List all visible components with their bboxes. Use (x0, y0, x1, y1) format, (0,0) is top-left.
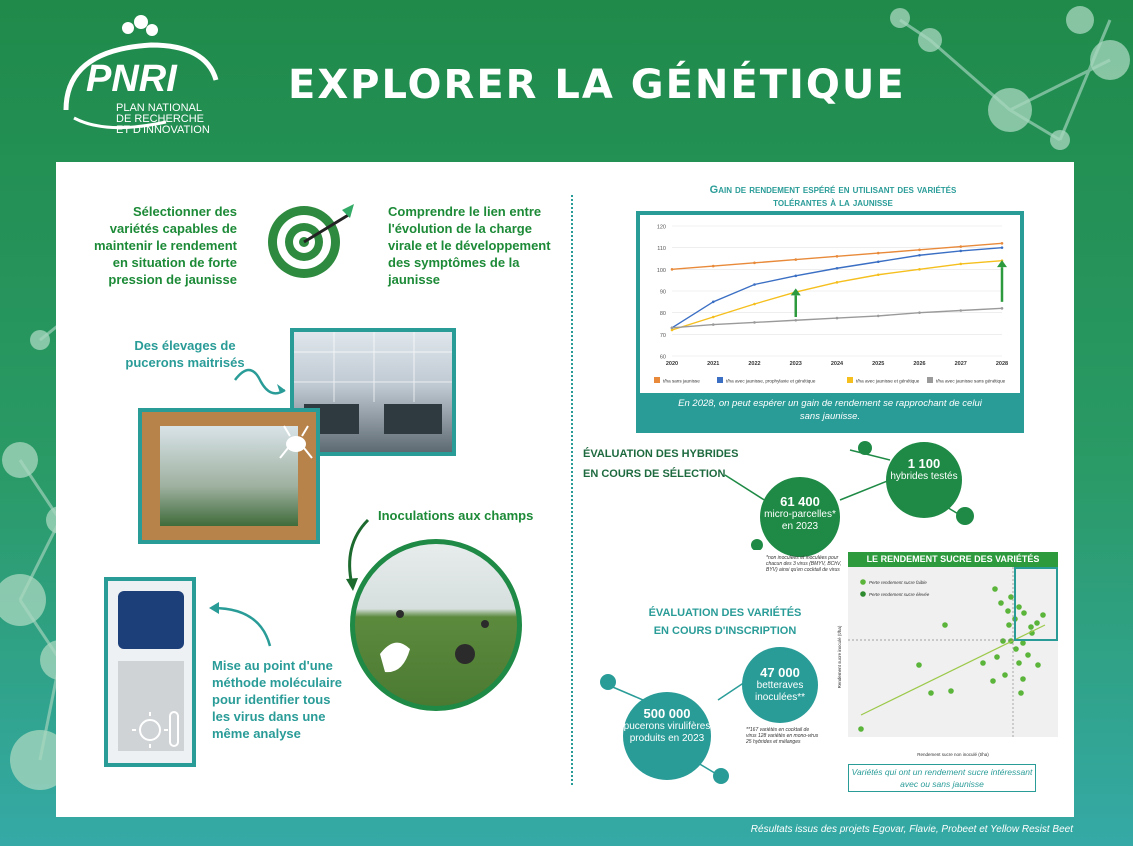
legend-swatch (927, 377, 933, 383)
arrow-curve-icon (205, 598, 275, 648)
data-point (990, 678, 996, 684)
legend-swatch (847, 377, 853, 383)
data-point (992, 586, 998, 592)
data-point (1001, 307, 1004, 310)
data-point (1025, 652, 1031, 658)
data-point (1000, 638, 1006, 644)
data-point (942, 622, 948, 628)
x-tick-label: 2028 (995, 361, 1009, 367)
legend-swatch (654, 377, 660, 383)
logo-subtitle: PLAN NATIONAL DE RECHERCHE ET D'INNOVATION (116, 102, 210, 136)
data-point (1021, 610, 1027, 616)
data-point (959, 263, 962, 266)
data-point (877, 315, 880, 318)
aphid-icon (276, 422, 316, 462)
data-point (1001, 246, 1004, 249)
data-point (671, 327, 674, 330)
data-point (948, 688, 954, 694)
data-point (916, 662, 922, 668)
molecular-method-text: Mise au point d'une méthode moléculaire pour identifier tous les virus dans une même analyse (212, 658, 343, 741)
data-point (980, 660, 986, 666)
data-point (1006, 622, 1012, 628)
data-point (753, 303, 756, 306)
legend-label: t/ha sans jaunisse (663, 378, 700, 384)
data-point (918, 249, 921, 252)
data-point (1028, 624, 1034, 630)
data-point (928, 690, 934, 696)
y-axis-label: Rendement sucre inoculé (t/ha) (837, 625, 842, 689)
data-point (1034, 620, 1040, 626)
data-point (836, 317, 839, 320)
y-tick-label: 110 (657, 246, 666, 253)
series-line (672, 248, 1002, 328)
beets-inoculated-stat: 47 000 betteraves inoculées** (742, 647, 818, 723)
x-tick-label: 2023 (789, 361, 802, 367)
data-point (918, 268, 921, 271)
data-point (794, 258, 797, 261)
x-tick-label: 2027 (954, 361, 967, 367)
data-point (836, 281, 839, 284)
y-tick-label: 90 (659, 289, 666, 296)
hybrids-title: ÉVALUATION DES HYBRIDES EN COURS DE SÉLECTION (583, 448, 739, 480)
data-point (1016, 604, 1022, 610)
page-title: EXPLORER LA GÉNÉTIQUE (288, 62, 906, 108)
target-icon (262, 200, 358, 284)
data-point (877, 252, 880, 255)
legend-label: Perte rendement sucre faible (869, 580, 927, 585)
x-tick-label: 2026 (913, 361, 926, 367)
data-point (1020, 676, 1026, 682)
data-point (712, 316, 715, 319)
data-point (1002, 672, 1008, 678)
aphids-produced-stat: 500 000 pucerons virulifères produits en 2023 (623, 692, 711, 780)
field-inoculation-label: Inoculations aux champs (378, 508, 534, 523)
logo-brand: PNRI (86, 58, 177, 100)
data-point (959, 250, 962, 253)
data-point (836, 267, 839, 270)
chart-caption: En 2028, on peut espérer un gain de rendement se rapprochant de celui sans jaunisse. (636, 393, 1024, 433)
x-tick-label: 2025 (872, 361, 885, 367)
aphids-label: Des élevages de pucerons maitrisés (125, 338, 245, 370)
data-point (994, 654, 1000, 660)
x-tick-label: 2020 (665, 361, 679, 367)
data-point (712, 265, 715, 268)
varieties-title: ÉVALUATION DES VARIÉTÉS EN COURS D'INSCRIPTION (648, 607, 802, 637)
legend-label: Perte rendement sucre élevée (869, 592, 930, 597)
data-point (858, 726, 864, 732)
data-point (836, 255, 839, 258)
x-tick-label: 2022 (748, 361, 761, 367)
data-point (712, 323, 715, 326)
data-point (959, 245, 962, 248)
data-point (1013, 646, 1019, 652)
x-tick-label: 2024 (830, 361, 844, 367)
understand-virus-text: Comprendre le lien entre l'évolution de la charge virale et le développement des symptômes de la jaunisse (388, 204, 551, 287)
scatter-title: LE RENDEMENT SUCRE DES VARIÉTÉS (848, 552, 1058, 567)
yield-line-chart (642, 216, 1018, 394)
legend-label: t/ha avec jaunisse sans génétique (936, 378, 1006, 384)
x-axis-label: Rendement sucre non inoculé (t/ha) (917, 752, 989, 757)
field-photo (350, 539, 522, 711)
legend-label: t/ha avec jaunisse et génétique (856, 378, 920, 384)
virus-icon (132, 702, 184, 752)
data-point (1018, 690, 1024, 696)
arrow-icon (230, 360, 290, 400)
data-point (877, 273, 880, 276)
legend-label: t/ha avec jaunisse, prophylaxie et génétique (726, 378, 816, 384)
data-point (794, 275, 797, 278)
legend-dot (860, 591, 866, 597)
varieties-note: **167 variétés en cocktail de virus 128 variétés en mono-virus 25 hybrides et mélanges (746, 727, 819, 745)
data-point (753, 321, 756, 324)
data-point (712, 301, 715, 304)
data-point (671, 268, 674, 271)
footer-credits: Résultats issus des projets Egovar, Flavie, Probeet et Yellow Resist Beet (750, 824, 1073, 835)
data-point (753, 262, 756, 265)
data-point (1005, 608, 1011, 614)
y-tick-label: 80 (659, 311, 666, 318)
data-point (1016, 660, 1022, 666)
data-point (918, 254, 921, 257)
y-tick-label: 120 (656, 224, 666, 231)
series-line (672, 261, 1002, 330)
data-point (1040, 612, 1046, 618)
scatter-caption: Variétés qui ont un rendement sucre intéressant avec ou sans jaunisse (848, 764, 1036, 792)
data-point (1001, 242, 1004, 245)
x-tick-label: 2021 (707, 361, 720, 367)
data-point (794, 319, 797, 322)
legend-dot (860, 579, 866, 585)
data-point (877, 260, 880, 263)
data-point (998, 600, 1004, 606)
legend-swatch (717, 377, 723, 383)
data-point (1020, 640, 1026, 646)
data-point (918, 311, 921, 314)
data-point (1035, 662, 1041, 668)
select-varieties-text: Sélectionner des variétés capables de maintenir le rendement en situation de forte pression de jaunisse (93, 204, 237, 287)
y-tick-label: 60 (659, 354, 666, 361)
y-tick-label: 70 (659, 332, 666, 339)
divider (571, 195, 573, 785)
microplots-stat: 61 400 micro-parcelles* en 2023 (760, 477, 840, 557)
chart-title: Gain de rendement espéré en utilisant des variétés tolérantes à la jaunisse (709, 184, 957, 209)
data-point (753, 283, 756, 286)
hybrids-tested-stat: 1 100 hybrides testés (886, 442, 962, 518)
sugar-yield-scatter (833, 567, 1058, 765)
hybrids-note: *non inoculées et inoculées pour chacun des 3 virus (BMYV, BChV, BYV) ainsi qu'en cocktail de virus (766, 555, 842, 573)
data-point (959, 309, 962, 312)
y-tick-label: 100 (656, 267, 666, 274)
